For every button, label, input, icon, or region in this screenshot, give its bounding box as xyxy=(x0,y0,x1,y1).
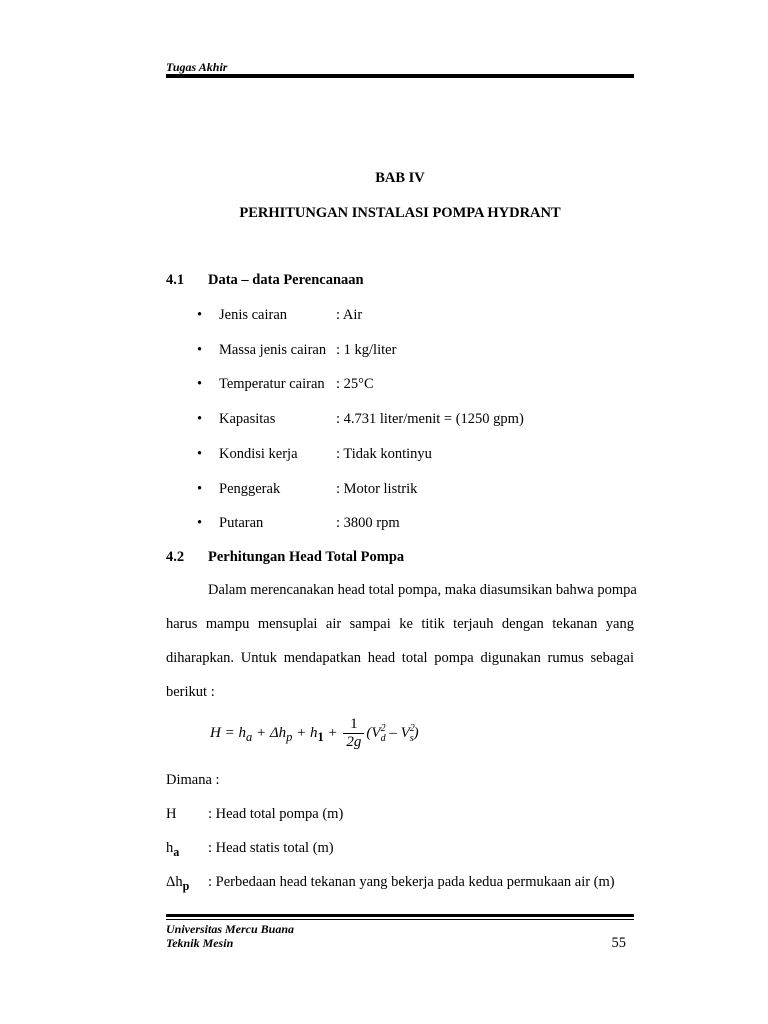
header-title: Tugas Akhir xyxy=(166,60,228,74)
formula-term: (V xyxy=(366,724,381,741)
bullet-icon: • xyxy=(197,515,203,531)
formula-term: + Δh xyxy=(252,724,287,741)
formula-sup: 2 xyxy=(380,722,386,734)
paragraph-line: harus mampu mensuplai air sampai ke titik terjauh dengan tekanan yang xyxy=(166,616,634,632)
footer-university: Universitas Mercu Buana xyxy=(166,922,295,936)
definition-symbol xyxy=(166,840,179,860)
symbol-sub: p xyxy=(182,878,190,893)
definition-symbol xyxy=(166,874,189,894)
section-heading-4-1 xyxy=(166,272,364,289)
formula-term: + xyxy=(323,724,342,741)
chapter-title: PERHITUNGAN INSTALASI POMPA HYDRANT xyxy=(239,205,561,221)
formula-lhs: H = h xyxy=(210,724,246,741)
item-value: : Tidak kontinyu xyxy=(336,446,432,462)
item-label: Kondisi kerja xyxy=(219,446,298,462)
footer-rule xyxy=(166,914,634,917)
item-value: : Air xyxy=(336,307,363,323)
fraction-denominator: 2g xyxy=(346,734,362,750)
item-value: : Motor listrik xyxy=(336,481,418,497)
section-number: 4.2 xyxy=(166,549,185,565)
formula-sub: d xyxy=(380,732,386,744)
section-title: Perhitungan Head Total Pompa xyxy=(208,549,405,565)
paragraph-line: diharapkan. Untuk mendapatkan head total pompa digunakan rumus sebagai xyxy=(166,650,634,666)
section-title: Data – data Perencanaan xyxy=(208,272,364,288)
bullet-icon: • xyxy=(197,481,203,497)
formula-sub: s xyxy=(409,732,414,744)
paragraph-line: Dalam merencanakan head total pompa, maka diasumsikan bahwa pompa xyxy=(208,582,637,598)
item-label: Penggerak xyxy=(219,481,281,497)
footer-rule-thin xyxy=(166,919,634,920)
formula-term: – V xyxy=(385,724,410,741)
item-label: Jenis cairan xyxy=(219,307,288,323)
item-value: : 3800 rpm xyxy=(336,515,400,531)
definition-description: : Head total pompa (m) xyxy=(208,806,344,822)
bullet-icon: • xyxy=(197,411,203,427)
item-value: : 4.731 liter/menit = (1250 gpm) xyxy=(336,411,524,427)
paragraph-line: berikut : xyxy=(166,684,215,700)
symbol-main: H xyxy=(166,806,177,822)
definition-description: : Head statis total (m) xyxy=(208,840,334,856)
item-label: Massa jenis cairan xyxy=(219,342,327,358)
header-rule xyxy=(166,74,634,78)
footer-department: Teknik Mesin xyxy=(166,936,234,950)
item-value: : 25°C xyxy=(336,376,374,392)
page-number: 55 xyxy=(611,935,626,951)
bullet-icon: • xyxy=(197,307,203,323)
bullet-icon: • xyxy=(197,342,203,358)
definition-symbol xyxy=(166,806,176,826)
where-label: Dimana : xyxy=(166,772,220,788)
symbol-main: h xyxy=(166,840,174,856)
symbol-main: Δh xyxy=(166,874,183,890)
item-label: Temperatur cairan xyxy=(219,376,325,392)
section-number: 4.1 xyxy=(166,272,185,288)
item-value: : 1 kg/liter xyxy=(336,342,397,358)
formula-term: + h xyxy=(292,724,318,741)
formula-fraction xyxy=(343,716,364,751)
formula-term: ) xyxy=(413,724,419,741)
symbol-sub: a xyxy=(173,844,180,859)
chapter-number: BAB IV xyxy=(375,170,425,186)
formula-sup: 2 xyxy=(409,722,415,734)
formula-sub: 1 xyxy=(317,729,324,744)
item-label: Putaran xyxy=(219,515,264,531)
definition-description: : Perbedaan head tekanan yang bekerja pada kedua permukaan air (m) xyxy=(208,874,615,890)
bullet-icon: • xyxy=(197,376,203,392)
item-label: Kapasitas xyxy=(219,411,276,427)
formula-sub: a xyxy=(245,729,253,744)
section-heading-4-2 xyxy=(166,549,404,566)
head-total-formula xyxy=(210,716,419,756)
formula-sub: p xyxy=(286,729,293,744)
bullet-icon: • xyxy=(197,446,203,462)
fraction-numerator: 1 xyxy=(343,716,364,734)
